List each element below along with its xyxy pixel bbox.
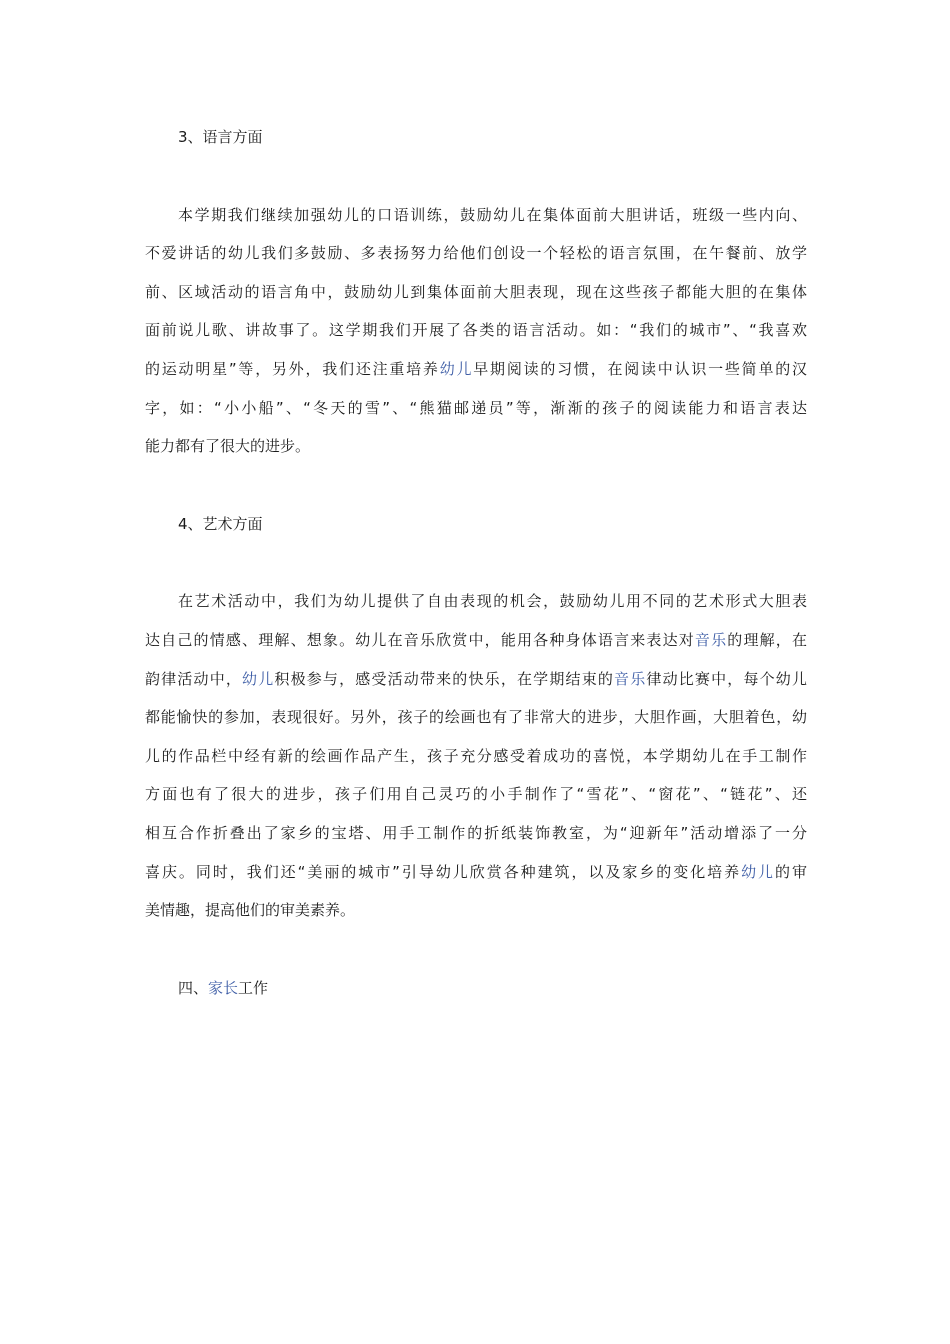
spacer (145, 157, 807, 196)
link-youer[interactable]: 幼儿 (242, 669, 275, 688)
paragraph-line (145, 621, 807, 660)
link-youer[interactable]: 幼儿 (741, 862, 776, 881)
paragraph-line: 字，如：“小小船”、“冬天的雪”、“熊猫邮递员”等，渐渐的孩子的阅读能力和语言表达 (145, 398, 807, 417)
paragraph-line: 面前说儿歌、讲故事了。这学期我们开展了各类的语言活动。如：“我们的城市”、“我喜欢 (145, 321, 807, 340)
link-youer[interactable]: 幼儿 (439, 359, 474, 378)
paragraph-art (145, 582, 807, 929)
text-segment: 四、 (178, 978, 209, 997)
paragraph-line: 在艺术活动中，我们为幼儿提供了自由表现的机会，鼓励幼儿用不同的艺术形式大胆表 (178, 592, 807, 611)
paragraph-line: 本学期我们继续加强幼儿的口语训练，鼓励幼儿在集体面前大胆讲话，班级一些内向、 (178, 205, 807, 224)
text-segment: 积极参与，感受活动带来的快乐，在学期结束的 (274, 669, 615, 688)
paragraph-line (145, 660, 807, 699)
section-heading-parents (145, 969, 807, 1008)
link-music[interactable]: 音乐 (694, 630, 728, 649)
document-page (145, 118, 807, 1007)
paragraph-line: 不爱讲话的幼儿我们多鼓励、多表扬努力给他们创设一个轻松的语言氛围，在午餐前、放学 (145, 244, 807, 263)
text-segment: 韵律活动中， (145, 669, 243, 688)
paragraph-line: 前、区域活动的语言角中，鼓励幼儿到集体面前大胆表现，现在这些孩子都能大胆的在集体 (145, 282, 807, 301)
section-heading-language: 3、语言方面 (178, 128, 263, 146)
link-parents[interactable]: 家长 (208, 978, 239, 997)
text-segment: 律动比赛中，每个幼儿 (646, 669, 807, 688)
text-segment: 早期阅读的习惯，在阅读中认识一些简单的汉 (473, 359, 807, 378)
paragraph-language (145, 196, 807, 466)
paragraph-line (145, 350, 807, 389)
text-segment: 工作 (238, 978, 269, 997)
link-music[interactable]: 音乐 (614, 669, 647, 688)
paragraph-line: 能力都有了很大的进步。 (145, 437, 311, 456)
spacer (145, 466, 807, 505)
text-segment: 的理解，在 (727, 630, 807, 649)
paragraph-line (145, 853, 807, 892)
spacer (145, 543, 807, 582)
text-segment: 的运动明星”等，另外，我们还注重培养 (145, 359, 440, 378)
paragraph-line: 方面也有了很大的进步，孩子们用自己灵巧的小手制作了“雪花”、“窗花”、“链花”、还 (145, 785, 807, 804)
paragraph-line: 美情趣，提高他们的审美素养。 (145, 901, 356, 920)
spacer (145, 930, 807, 969)
paragraph-line: 儿的作品栏中经有新的绘画作品产生，孩子充分感受着成功的喜悦，本学期幼儿在手工制作 (145, 746, 807, 765)
text-segment: 喜庆。同时，我们还“美丽的城市”引导幼儿欣赏各种建筑，以及家乡的变化培养 (145, 862, 742, 881)
text-segment: 达自己的情感、理解、想象。幼儿在音乐欣赏中，能用各种身体语言来表达对 (145, 630, 695, 649)
section-heading-art: 4、艺术方面 (178, 514, 263, 533)
text-segment: 的审 (775, 862, 807, 881)
paragraph-line: 都能愉快的参加，表现很好。另外，孩子的绘画也有了非常大的进步，大胆作画，大胆着色，幼 (145, 708, 807, 727)
paragraph-line: 相互合作折叠出了家乡的宝塔、用手工制作的折纸装饰教室，为“迎新年”活动增添了一分 (145, 823, 807, 842)
